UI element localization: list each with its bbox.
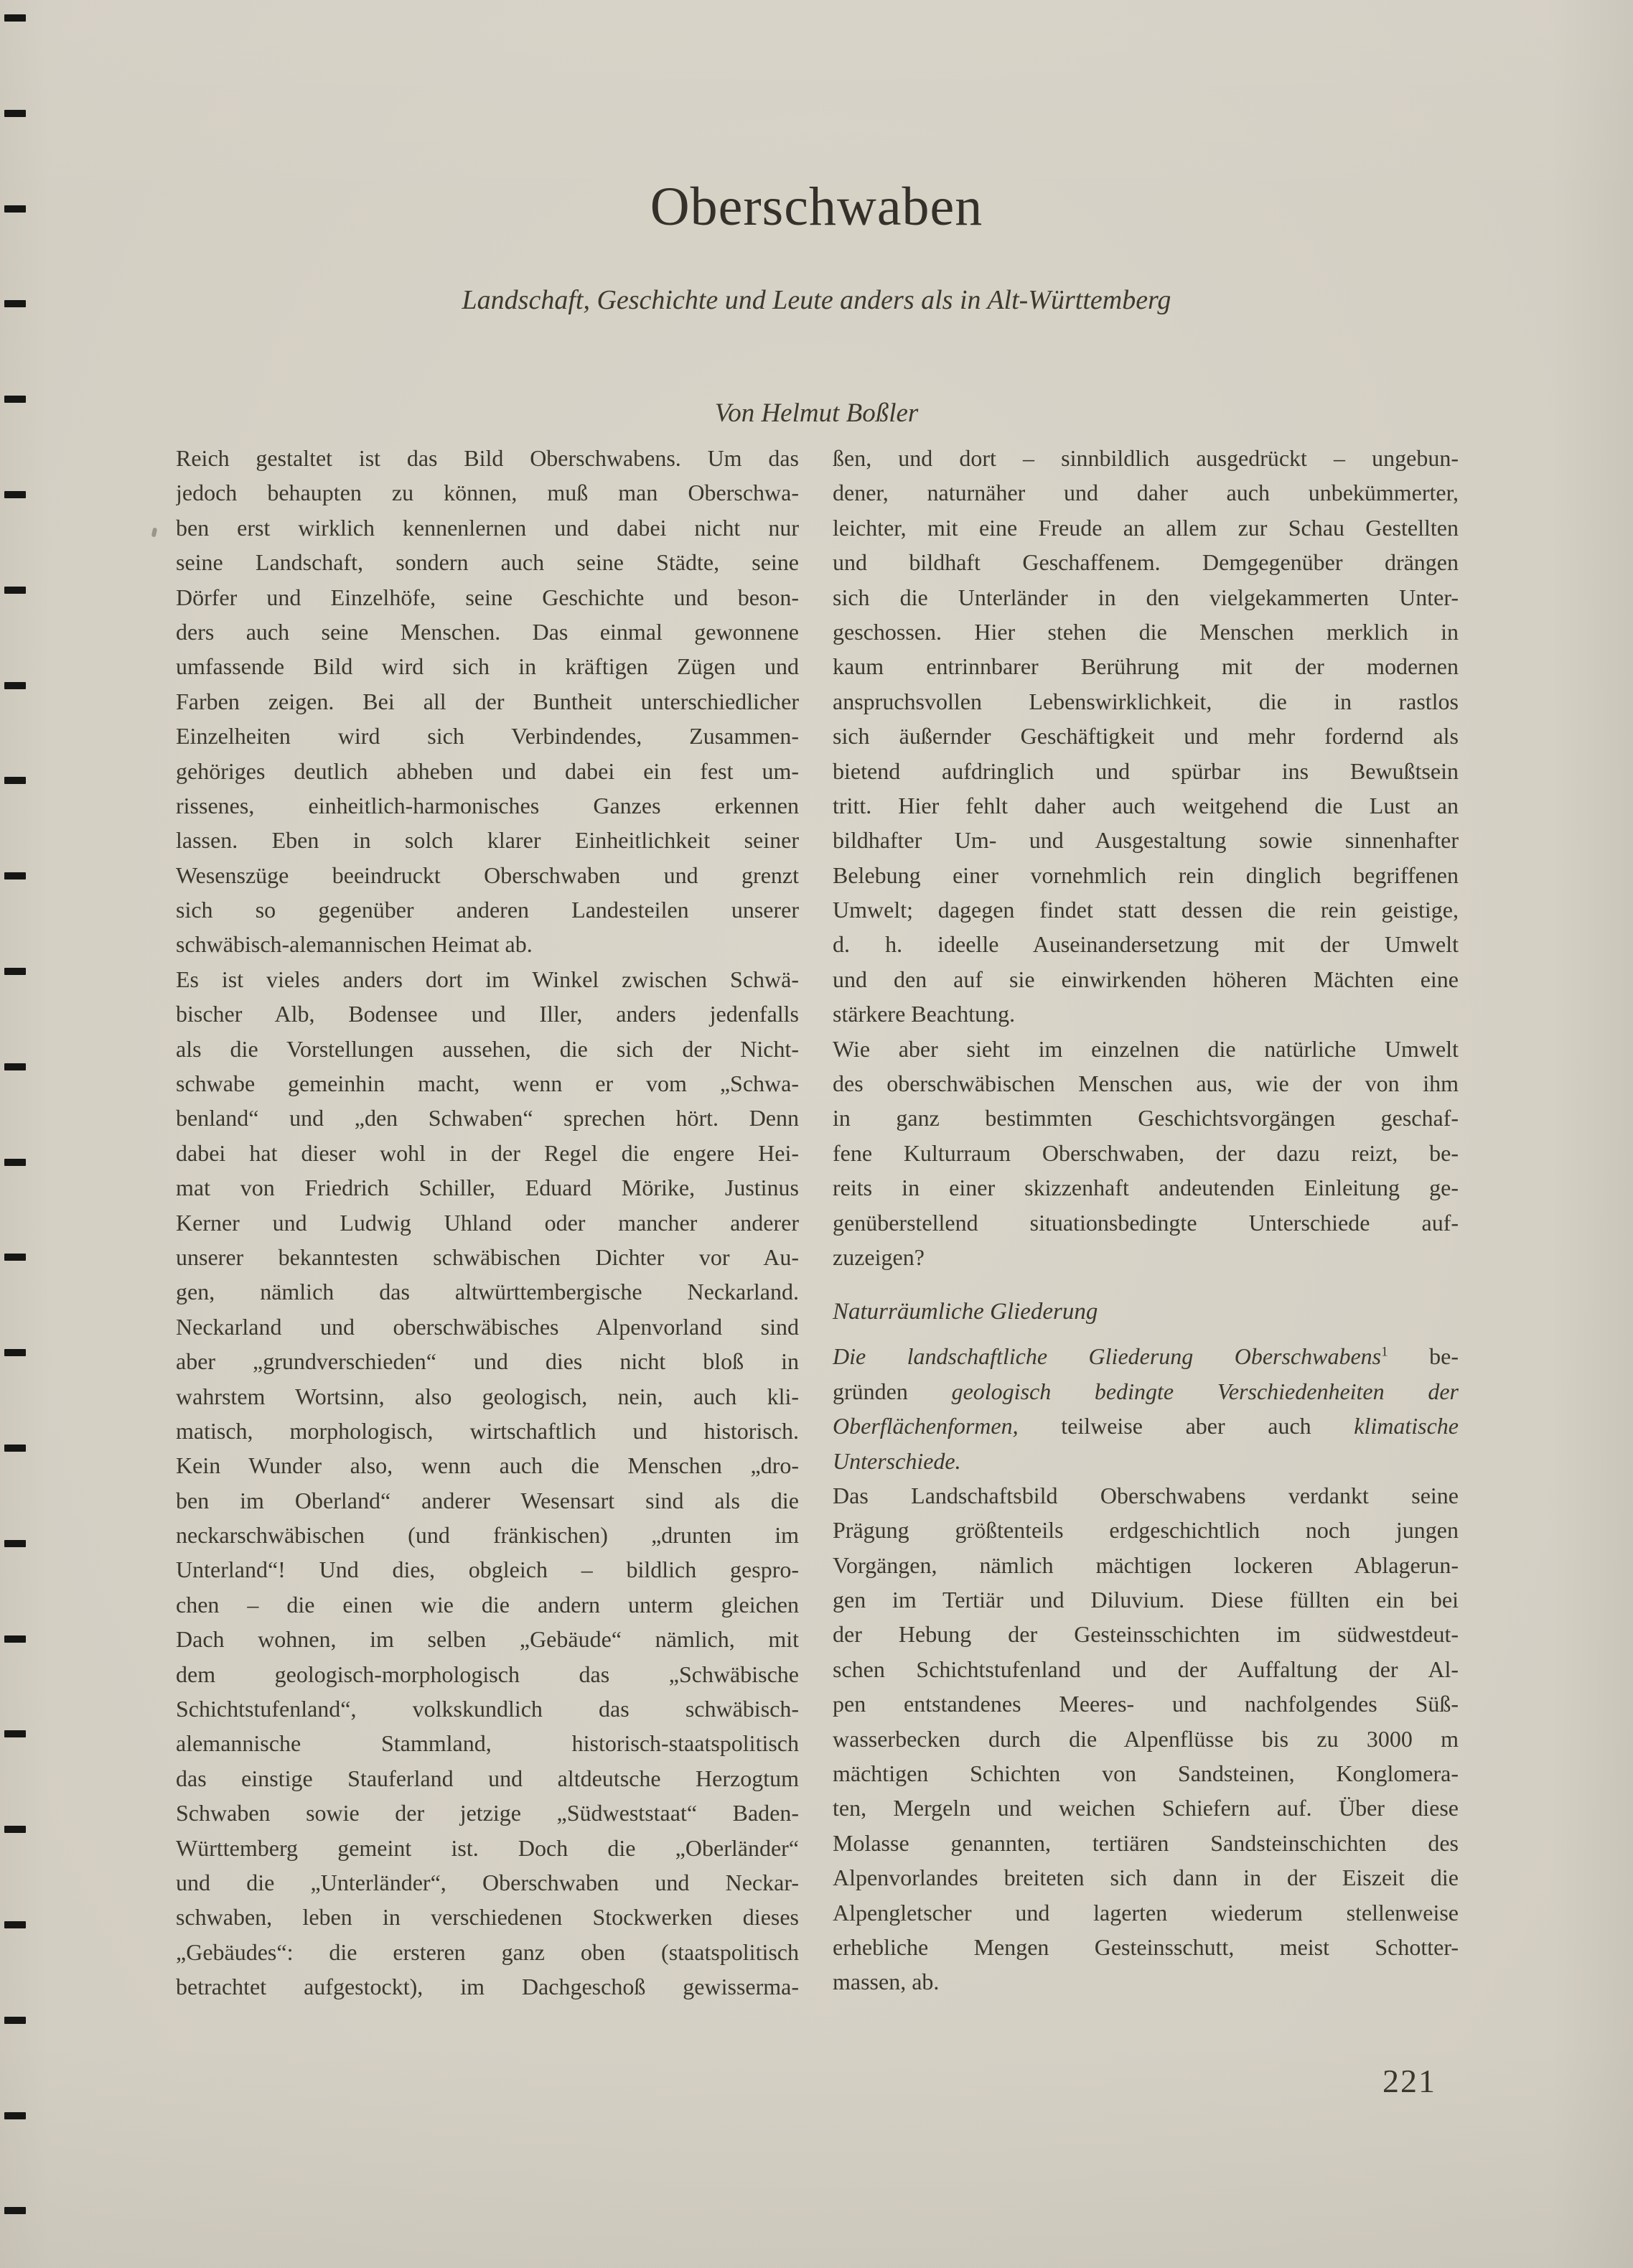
text-line: und den auf sie einwirkenden höheren Mächten eine xyxy=(833,966,1459,992)
text-line: Vorgängen, nämlich mächtigen lockeren Ablagerun- xyxy=(833,1551,1459,1578)
text-line: wasserbecken durch die Alpenflüsse bis zu 3000 m xyxy=(833,1725,1459,1752)
text-line: ten, Mergeln und weichen Schiefern auf. Über diese xyxy=(833,1795,1459,1821)
text-line: sich äußernder Geschäftigkeit und mehr fordernd als xyxy=(833,723,1459,750)
text-line: tritt. Hier fehlt daher auch weitgehend die Lust an xyxy=(833,792,1459,818)
left-column xyxy=(176,441,799,2005)
text-line: benland“ und „den Schwaben“ sprechen hört. Denn xyxy=(176,1105,799,1131)
text-line: lassen. Eben in solch klarer Einheitlichkeit seiner xyxy=(176,827,799,854)
text-line: Schwaben sowie der jetzige „Südweststaat“ Baden- xyxy=(176,1800,799,1826)
text-line: Dörfer und Einzelhöfe, seine Geschichte und beson- xyxy=(176,584,799,610)
film-edge-mark xyxy=(4,2112,26,2119)
text-line: dem geologisch-morphologisch das „Schwäbische xyxy=(176,1661,799,1687)
text-line: genüberstellend situationsbedingte Unterschiede auf- xyxy=(833,1209,1459,1236)
text-line: bietend aufdringlich und spürbar ins Bewußtsein xyxy=(833,757,1459,784)
text-line xyxy=(833,1409,1459,1443)
text-line: Dach wohnen, im selben „Gebäude“ nämlich, mit xyxy=(176,1626,799,1653)
text-line: Umwelt; dagegen findet statt dessen die rein geistige, xyxy=(833,897,1459,923)
text-line: geschossen. Hier stehen die Menschen merklich in xyxy=(833,618,1459,645)
text-line: Württemberg gemeint ist. Doch die „Oberländer“ xyxy=(176,1834,799,1861)
text-line: Farben zeigen. Bei all der Buntheit unterschiedlicher xyxy=(176,688,799,714)
text-line: mächtigen Schichten von Sandsteinen, Konglomera- xyxy=(833,1760,1459,1787)
text-line: das einstige Stauferland und altdeutsche Herzogtum xyxy=(176,1765,799,1791)
text-line: dener, naturnäher und daher auch unbekümmerter, xyxy=(833,480,1459,506)
text-line: gen im Tertiär und Diluvium. Diese füllten ein bei xyxy=(833,1587,1459,1613)
text-line xyxy=(833,1339,1459,1373)
text-line: Kein Wunder also, wenn auch die Menschen „dro- xyxy=(176,1452,799,1479)
text-line: ben erst wirklich kennenlernen und dabei nicht nur xyxy=(176,514,799,541)
text-line: jedoch behaupten zu können, muß man Oberschwa- xyxy=(176,480,799,506)
text-line: zuzeigen? xyxy=(833,1243,925,1270)
text-line: Prägung größtenteils erdgeschichtlich noch jungen xyxy=(833,1517,1459,1544)
film-edge-mark xyxy=(4,14,26,22)
text-line: stärkere Beachtung. xyxy=(833,1001,1016,1027)
text-line xyxy=(833,1444,1459,1478)
text-line: Molasse genannten, tertiären Sandsteinschichten des xyxy=(833,1829,1459,1856)
text-segment: be- xyxy=(1388,1343,1459,1370)
text-line: ben im Oberland“ anderer Wesensart sind als die xyxy=(176,1487,799,1513)
text-line: „Gebäudes“: die ersteren ganz oben (staatspolitisch xyxy=(176,1938,799,1965)
text-line: gen, nämlich das altwürttembergische Neckarland. xyxy=(176,1279,799,1305)
text-line: Neckarland und oberschwäbisches Alpenvorland sind xyxy=(176,1313,799,1340)
text-line: und die „Unterländer“, Oberschwaben und Neckar- xyxy=(176,1870,799,1895)
text-line: kaum entrinnbarer Berührung mit der modernen xyxy=(833,653,1459,680)
text-line: bischer Alb, Bodensee und Iller, anders jedenfalls xyxy=(176,1001,799,1027)
text-line: anspruchsvollen Lebenswirklichkeit, die in rastlos xyxy=(833,688,1459,714)
text-line: fene Kulturraum Oberschwaben, der dazu reizt, be- xyxy=(833,1139,1459,1166)
text-line: mat von Friedrich Schiller, Eduard Mörike, Justinus xyxy=(176,1175,799,1201)
film-edge-mark xyxy=(4,2017,26,2024)
text-line: dabei hat dieser wohl in der Regel die engere Hei- xyxy=(176,1139,799,1166)
text-line: umfassende Bild wird sich in kräftigen Zügen und xyxy=(176,653,799,680)
author-byline: Von Helmut Boßler xyxy=(714,398,919,428)
text-line: ders auch seine Menschen. Das einmal gewonnene xyxy=(176,618,799,645)
text-line: unserer bekanntesten schwäbischen Dichter vor Au- xyxy=(176,1243,799,1270)
text-line: matisch, morphologisch, wirtschaftlich und historisch. xyxy=(176,1417,799,1444)
text-line: ßen, und dort – sinnbildlich ausgedrückt – ungebun- xyxy=(833,444,1459,471)
text-line: neckarschwäbischen (und fränkischen) „drunten im xyxy=(176,1522,799,1549)
text-line: bildhafter Um- und Ausgestaltung sowie sinnenhafter xyxy=(833,827,1459,854)
text-line: aber „grundverschieden“ und dies nicht bloß in xyxy=(176,1348,799,1375)
page-title: Oberschwaben xyxy=(650,177,983,237)
text-line: Es ist vieles anders dort im Winkel zwischen Schwä- xyxy=(176,966,799,992)
text-line: sich so gegenüber anderen Landesteilen unserer xyxy=(176,897,799,923)
page-number: 221 xyxy=(1382,2063,1436,2099)
film-edge-mark xyxy=(4,2207,26,2214)
text-line: leichter, mit eine Freude an allem zur Schau Gestellten xyxy=(833,514,1459,541)
text-line: reits in einer skizzenhaft andeutenden Einleitung ge- xyxy=(833,1175,1459,1201)
text-line: pen entstandenes Meeres- und nachfolgendes Süß- xyxy=(833,1691,1459,1717)
film-edge-mark xyxy=(4,110,26,117)
text-segment: teilweise aber auch xyxy=(1018,1413,1354,1439)
text-line: und bildhaft Geschaffenem. Demgegenüber drängen xyxy=(833,549,1459,576)
text-line: Alpengletscher und lagerten wiederum stellenweise xyxy=(833,1899,1459,1926)
text-line: des oberschwäbischen Menschen aus, wie der von ihm xyxy=(833,1070,1459,1097)
text-line: Wie aber sieht im einzelnen die natürliche Umwelt xyxy=(833,1035,1459,1062)
section-heading: Naturräumliche Gliederung xyxy=(833,1299,1098,1325)
text-line: der Hebung der Gesteinsschichten im südwestdeut- xyxy=(833,1621,1459,1648)
text-line: betrachtet aufgestockt), im Dachgeschoß gewisserma- xyxy=(176,1974,799,2000)
text-line: massen, ab. xyxy=(833,1969,940,1995)
text-line: alemannische Stammland, historisch-staatspolitisch xyxy=(176,1730,799,1757)
text-segment: Die landschaftliche Gliederung Oberschwabens xyxy=(833,1343,1382,1370)
text-line: Einzelheiten wird sich Verbindendes, Zusammen- xyxy=(176,723,799,750)
text-line: sich die Unterländer in den vielgekammerten Unter- xyxy=(833,584,1459,610)
text-line: gehöriges deutlich abheben und dabei ein fest um- xyxy=(176,757,799,784)
text-line: schwaben, leben in verschiedenen Stockwerken dieses xyxy=(176,1904,799,1931)
text-line: Reich gestaltet ist das Bild Oberschwabens. Um das xyxy=(176,444,799,471)
text-segment: Oberflächenformen, xyxy=(833,1413,1019,1439)
text-line: d. h. ideelle Auseinandersetzung mit der Umwelt xyxy=(833,931,1459,958)
text-line: schwabe gemeinhin macht, wenn er vom „Schwa- xyxy=(176,1070,799,1097)
text-line: als die Vorstellungen aussehen, die sich der Nicht- xyxy=(176,1035,799,1062)
text-line: rissenes, einheitlich-harmonisches Ganzes erkennen xyxy=(176,792,799,818)
text-line: chen – die einen wie die andern unterm gleichen xyxy=(176,1591,799,1618)
text-line: Unterland“! Und dies, obgleich – bildlich gespro- xyxy=(176,1557,799,1583)
text-segment: klimatische xyxy=(1354,1413,1459,1439)
text-columns xyxy=(0,441,1633,2005)
footnote-ref: 1 xyxy=(1381,1344,1388,1360)
text-line: wahrstem Wortsinn, also geologisch, nein, auch kli- xyxy=(176,1383,799,1409)
text-line: schen Schichtstufenland und der Auffaltung der Al- xyxy=(833,1656,1459,1682)
text-line: schwäbisch-alemannischen Heimat ab. xyxy=(176,931,533,958)
text-segment: Unterschiede. xyxy=(833,1447,961,1474)
text-line: Das Landschaftsbild Oberschwabens verdankt seine xyxy=(833,1482,1459,1508)
text-line: Alpenvorlandes breiteten sich dann in der Eiszeit die xyxy=(833,1865,1459,1891)
text-line: Belebung einer vornehmlich rein dinglich begriffenen xyxy=(833,862,1459,888)
text-line: seine Landschaft, sondern auch seine Städte, seine xyxy=(176,549,799,576)
text-segment: geologisch bedingte Verschiedenheiten der xyxy=(951,1378,1459,1404)
right-column xyxy=(833,441,1459,2005)
text-line: Schichtstufenland“, volkskundlich das schwäbisch- xyxy=(176,1696,799,1722)
text-line: erhebliche Mengen Gesteinsschutt, meist Schotter- xyxy=(833,1934,1459,1960)
article-subtitle: Landschaft, Geschichte und Leute anders als in Alt-Württemberg xyxy=(462,285,1171,315)
text-line: Wesenszüge beeindruckt Oberschwaben und grenzt xyxy=(176,862,799,888)
text-line: in ganz bestimmten Geschichtsvorgängen geschaf- xyxy=(833,1105,1459,1131)
text-line: Kerner und Ludwig Uhland oder mancher anderer xyxy=(176,1209,799,1236)
text-segment: gründen xyxy=(833,1378,952,1404)
text-line xyxy=(833,1374,1459,1409)
